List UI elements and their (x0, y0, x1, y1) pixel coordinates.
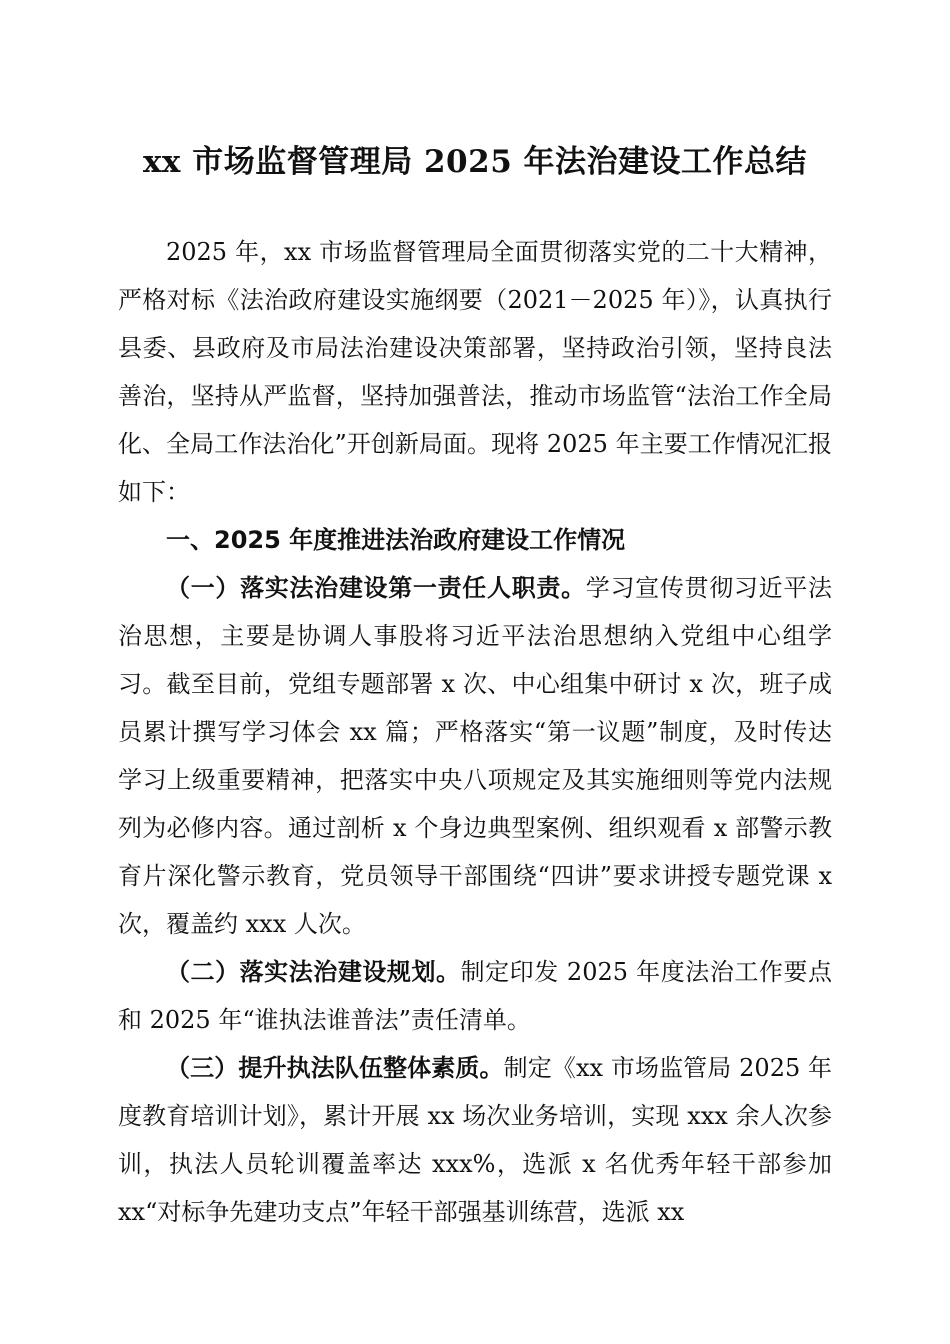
document-body (118, 228, 832, 1236)
item-text-2: 制定印发 2025 年度法治工作要点和 2025 年“谁执法谁普法”责任清单。 (118, 958, 832, 1034)
item-heading-1: （一）落实法治建设第一责任人职责。 (166, 574, 586, 602)
item-paragraph-1 (118, 564, 832, 948)
document-title: xx 市场监督管理局 2025 年法治建设工作总结 (142, 144, 808, 180)
item-paragraph-2 (118, 948, 832, 1044)
item-heading-3: （三）提升执法队伍整体素质。 (166, 1054, 504, 1082)
intro-paragraph: 2025 年，xx 市场监督管理局全面贯彻落实党的二十大精神，严格对标《法治政府建设实施纲要（2021－2025 年）》，认真执行县委、县政府及市局法治建设决策部署，坚持政治引领，坚持良法善治，坚持从严监督，坚持加强普法，推动市场监管“法治工作全局化、全局工作法治化”开创新局面。现将 2025 年主要工作情况汇报如下： (118, 238, 832, 506)
item-heading-2: （二）落实法治建设规划。 (166, 958, 461, 986)
item-text-1: 学习宣传贯彻习近平法治思想，主要是协调人事股将习近平法治思想纳入党组中心组学习。截至目前，党组专题部署 x 次、中心组集中研讨 x 次，班子成员累计撰写学习体会 xx 篇；严格落实“第一议题”制度，及时传达学习上级重要精神，把落实中央八项规定及其实施细则等党内法规列为必修内容。通过剖析 x 个身边典型案例、组织观看 x 部警示教育片深化警示教育，党员领导干部围绕“四讲”要求讲授专题党课 x 次，覆盖约 xxx 人次。 (118, 574, 833, 938)
item-text-3: 制定《xx 市场监管局 2025 年度教育培训计划》，累计开展 xx 场次业务培训，实现 xxx 余人次参训，执法人员轮训覆盖率达 xxx%，选派 x 名优秀年轻干部参加 xx“对标争先建功支点”年轻干部强基训练营，选派 xx (118, 1054, 832, 1226)
section-heading: 一、2025 年度推进法治政府建设工作情况 (166, 526, 626, 554)
item-paragraph-3 (118, 1044, 832, 1236)
